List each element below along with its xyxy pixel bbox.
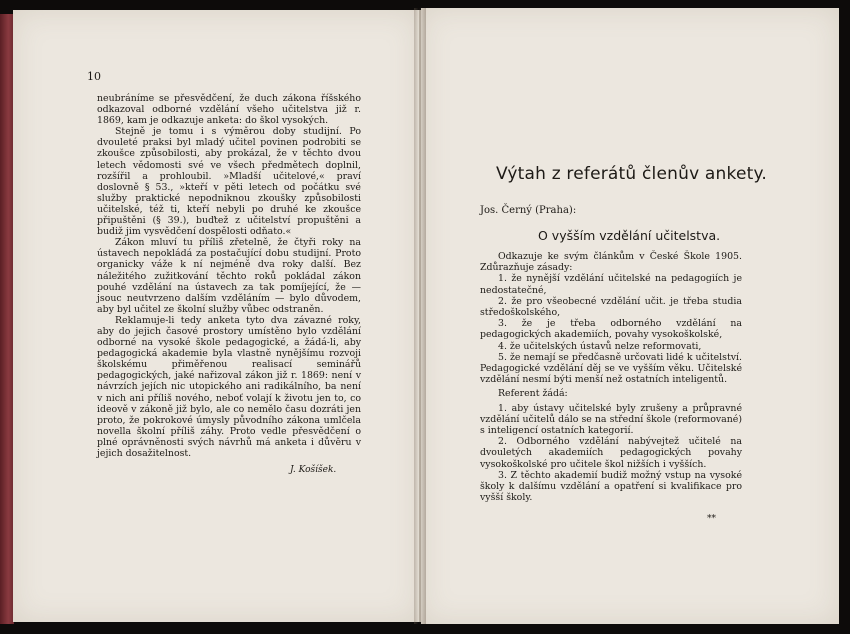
right-page-body	[480, 251, 742, 503]
book-gutter	[414, 8, 426, 624]
paragraph: Stejně je tomu i s výměrou doby studijní. Po dvouleté praksi byl mladý učitel povinen podrobiti se zkoušce způsobilosti, aby prokázal, že v těchto dvou letech vědomosti své ve všech předmětech doplnil, rozšířil a prohloubil. »Mladší učitelové,« praví doslovně § 53., »kteří v pěti letech od počátku své služby praktické nepodniknou zkoušky způsobilosti učitelské, též ti, kteří nebyli po druhé ke zkoušce připuštěni (§ 39.), buďtež z učitelství propuštěni a budiž jim vysvědčení dospělosti odňato.«	[97, 126, 361, 238]
list-item: 3. že je třeba odborného vzdělání na pedagogických akademiích, povahy vysokoškolské,	[480, 318, 742, 341]
paragraph: Referent žádá:	[498, 388, 568, 400]
list-item: 3. Z těchto akademií budiž možný vstup na vysoké školy k dalšímu vzdělání a opatření si kvalifikace pro vyšší školy.	[480, 469, 742, 504]
list-item: 2. že pro všeobecné vzdělání učit. je třeba studia středoškolského,	[480, 295, 742, 319]
paragraph: neubráníme se přesvědčení, že duch zákona říšského odkazoval odborné vzdělání všeho učitelstva již r. 1869, kam je odkazuje anketa: do škol vysokých.	[97, 93, 361, 127]
left-page-body	[97, 93, 361, 459]
list-item: 4. že učitelských ústavů nelze reformovati,	[498, 340, 702, 352]
report-title: O vyšším vzdělání učitelstva.	[538, 228, 721, 243]
book-binding-edge	[0, 14, 14, 624]
list-item: 1. že nynější vzdělání učitelské na pedagogiích je nedostatečné,	[480, 273, 742, 296]
list-item: 2. Odborného vzdělání nabývejtež učitelé na dvouletých akademiích pedagogických povahy vysokoškolské pro učitele škol nižších i vyšších.	[480, 436, 742, 470]
report-author: Jos. Černý (Praha):	[480, 205, 577, 216]
end-mark: **	[707, 514, 716, 524]
list-item: 1. aby ústavy učitelské byly zrušeny a průpravné vzdělání učitelů dálo se na střední škole (reformované) s inteligencí ostatních kategorií.	[480, 402, 742, 437]
paragraph: Reklamuje-li tedy anketa tyto dva závazné roky, aby do jejich časové prostory umístěno bylo vzdělání odborné na vysoké škole pedagogické, a žádá-li, aby pedagogická akademie byla vlastně nynějšímu rozvoji školskému přiměřenou realisací seminářů pedagogických, jaké nařizoval zákon již r. 1869: není v návrzích jejích nic utopického ani radikálního, ba není v nich ani příliš nového, neboť volají k životu jen to, co ideově v zákoně již bylo, ale co nemělo času dozráti jen proto, že pokrokové úmysly původního zákona umlčela novella školní příliš záhy. Proto vedle přesvědčení o plné oprávněnosti svých návrhů má anketa i důvěru v jejich dosažitelnost.	[97, 314, 361, 459]
page-number: 10	[87, 70, 101, 83]
paragraph: Zákon mluví tu příliš zřetelně, že čtyři roky na ústavech nepokládá za postačující dobu studijní. Proto organicky váže k ní nejméně dva roky další. Bez náležitého zužitkování těchto roků pokládal zákon pouhé vzdělání na ústavech za tak pomíjející, že — jsouc neutvrzeno dalším vzděláním — bylo důvodem, aby byl učitel ze školní služby vůbec odstraněn.	[97, 237, 361, 315]
section-title: Výtah z referátů členův ankety.	[496, 164, 767, 184]
show-through-text	[640, 92, 780, 132]
paragraph: Odkazuje ke svým článkům v České Škole 1905. Zdůrazňuje zásady:	[480, 251, 742, 274]
author-signature: J. Košíšek.	[290, 465, 337, 475]
list-item: 5. že nemají se předčasně určovati lidé k učitelství. Pedagogické vzdělání děj se ve vyšším věku. Učitelské vzdělání nesmí býti menší než ostatních inteligentů.	[480, 351, 742, 386]
